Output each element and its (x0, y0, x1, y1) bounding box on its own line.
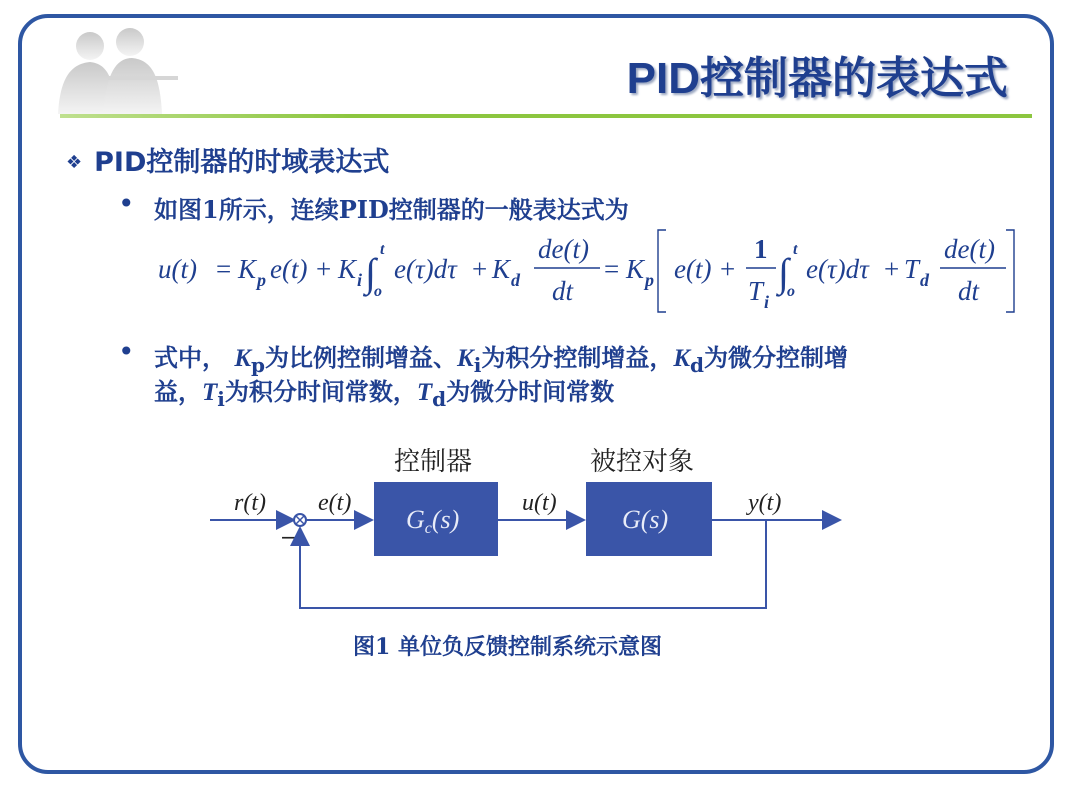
txt: 为微分控制增 (704, 343, 848, 372)
formula-kp-sub: p (257, 270, 266, 290)
formula-ki: K (338, 254, 357, 284)
sym-t: T (202, 379, 218, 406)
controller-block-text: Gc(s) (406, 505, 460, 537)
sub-d: d (690, 352, 704, 377)
formula-int-upper: t (380, 241, 385, 258)
diamond-bullet-icon: ❖ (66, 152, 83, 173)
formula-kd: K (492, 254, 511, 284)
sym-t: T (416, 379, 433, 406)
formula-td: T (904, 254, 920, 284)
formula-et-2: e(t) (674, 254, 712, 284)
left-bracket-icon (658, 230, 666, 312)
bullet-dot-icon: • (118, 335, 135, 368)
sym-k: K (673, 345, 691, 372)
minus-sign: − (280, 525, 297, 549)
formula-int-lower-2: o (787, 283, 795, 300)
formula-plus: + (316, 254, 332, 284)
page-title: PID控制器的表达式 (626, 54, 1008, 103)
formula-frac-num-2: de(t) (944, 234, 995, 264)
sub-d: d (432, 386, 447, 411)
formula-eq-2: = (604, 254, 620, 284)
formula-kp-sub-2: p (645, 270, 654, 290)
formula-lhs: u(t) (158, 254, 197, 284)
sub-i: i (473, 352, 482, 377)
formula-frac-den: dt (552, 276, 574, 306)
formula-plus-3: + (720, 254, 736, 284)
pid-formula (154, 224, 1024, 320)
plant-block-text: G(s) (622, 505, 669, 534)
formula-td-sub: d (920, 270, 929, 290)
txt: 为积分时间常数， (224, 377, 417, 406)
sub-i: i (217, 386, 225, 411)
formula-int-lower: o (374, 283, 382, 300)
bullet-text-b-line2 (154, 372, 614, 411)
formula-plus-4: + (884, 254, 900, 284)
formula-integrand: e(τ)dτ (394, 254, 457, 284)
signal-e: e(t) (318, 490, 352, 516)
formula-kp: K (238, 254, 257, 284)
formula-ti: T (748, 276, 764, 306)
txt: 为微分时间常数 (446, 377, 615, 406)
signal-u: u(t) (522, 490, 557, 516)
title-divider (60, 114, 1032, 118)
bullet-dot-icon: • (118, 187, 135, 220)
sym-k: K (457, 345, 474, 372)
formula-ki-sub: i (357, 270, 363, 290)
formula-integrand-2: e(τ)dτ (806, 254, 869, 284)
formula-one: 1 (754, 234, 768, 264)
plant-label: 被控对象 (590, 447, 695, 477)
signal-y: y(t) (748, 490, 782, 516)
section-heading (66, 140, 389, 179)
bullet-text-a: 如图1所示，连续PID控制器的一般表达式为 (154, 195, 629, 224)
formula-kp-2: K (626, 254, 645, 284)
silhouette-people-icon (48, 24, 183, 114)
signal-r: r(t) (234, 490, 266, 516)
txt: 益， (154, 377, 202, 406)
section-heading-text: PID控制器的时域表达式 (94, 147, 390, 178)
formula-ti-sub: i (764, 292, 770, 312)
formula-frac-den-2: dt (958, 276, 980, 306)
controller-label: 控制器 (394, 447, 473, 477)
integral-sign-icon: ∫ (365, 250, 376, 295)
bullet-text-b-line1 (154, 338, 848, 377)
formula-int-upper-2: t (793, 241, 798, 258)
txt: 式中， (154, 343, 235, 372)
sub-p: p (251, 352, 266, 377)
txt: 为积分控制增益， (481, 343, 674, 372)
formula-kd-sub: d (511, 270, 520, 290)
formula-et: e(t) (270, 254, 308, 284)
feedback-block-diagram (200, 440, 860, 630)
right-bracket-icon (1006, 230, 1014, 312)
figure-caption: 图1 单位负反馈控制系统示意图 (353, 634, 662, 660)
formula-frac-num: de(t) (538, 234, 589, 264)
integral-sign-icon-2: ∫ (778, 250, 789, 295)
formula-plus-2: + (472, 254, 488, 284)
formula-eq: = (216, 254, 232, 284)
sym-k: K (234, 345, 252, 372)
txt: 为比例控制增益、 (265, 343, 458, 372)
